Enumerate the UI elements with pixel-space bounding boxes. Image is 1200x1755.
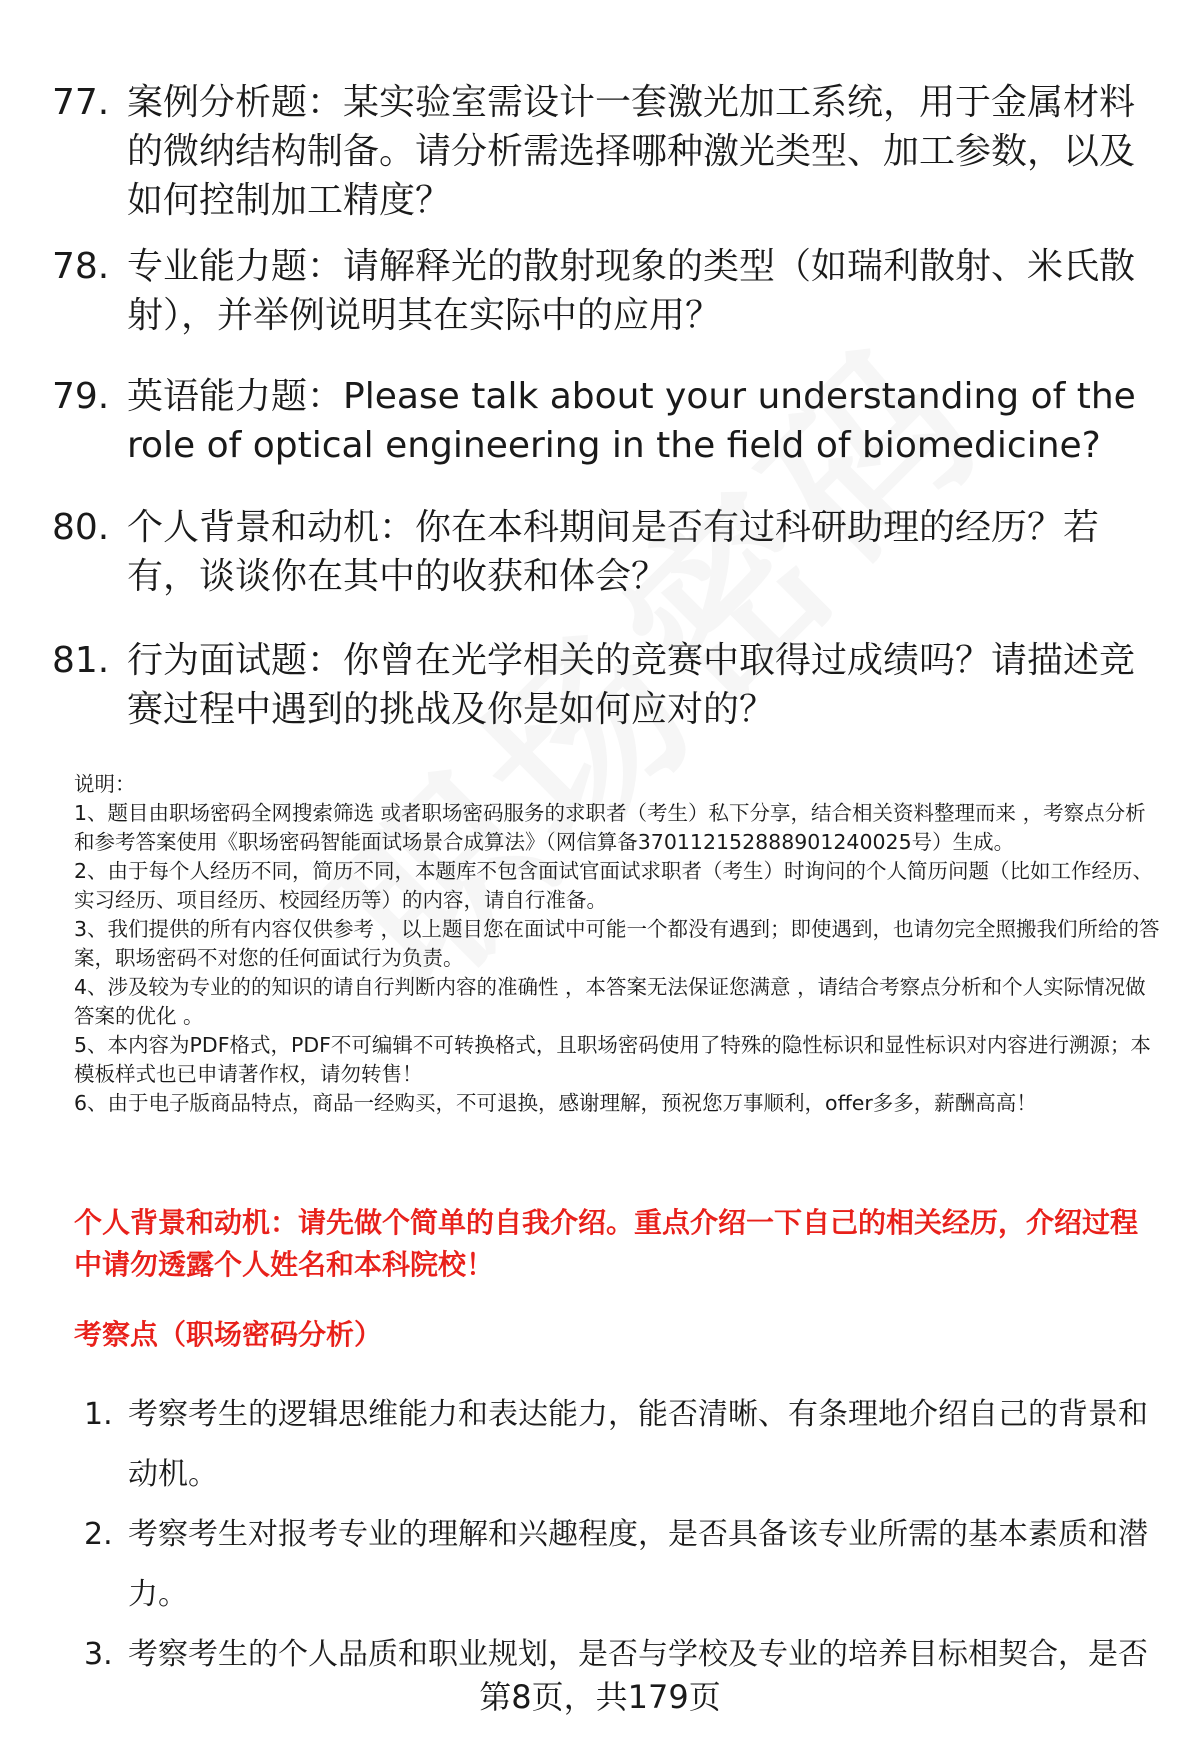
question-79 — [52, 372, 1152, 470]
list-item — [84, 1385, 1154, 1505]
question-number: 80. — [52, 507, 110, 548]
question-text: 行为面试题：你曾在光学相关的竞赛中取得过成绩吗？请描述竞赛过程中遇到的挑战及你是如何应对的？ — [127, 640, 1136, 730]
note-item: 2、由于每个人经历不同，简历不同，本题库不包含面试官面试求职者（考生）时询问的个人简历问题（比如工作经历、实习经历、项目经历、校园经历等）的内容，请自行准备。 — [74, 859, 1154, 912]
question-number: 81. — [52, 640, 110, 681]
question-text: 专业能力题：请解释光的散射现象的类型（如瑞利散射、米氏散射），并举例说明其在实际中的应用？ — [127, 246, 1136, 336]
notes-section — [74, 770, 1164, 1118]
list-item — [84, 1505, 1154, 1625]
note-item: 5、本内容为PDF格式，PDF不可编辑不可转换格式，且职场密码使用了特殊的隐性标识和显性标识对内容进行溯源；本模板样式也已申请著作权，请勿转售！ — [74, 1033, 1151, 1086]
analysis-heading: 考察点（职场密码分析） — [74, 1318, 383, 1351]
note-item: 1、题目由职场密码全网搜索筛选 或者职场密码服务的求职者（考生）私下分享，结合相关资料整理而来 ，考察点分析和参考答案使用《职场密码智能面试场景合成算法》（网信算备370112152888901240025号）生成。 — [74, 801, 1146, 854]
list-item-number: 2. — [84, 1517, 113, 1552]
question-number: 77. — [52, 82, 110, 123]
note-item: 6、由于电子版商品特点，商品一经购买，不可退换，感谢理解，预祝您万事顺利，offer多多，薪酬高高！ — [74, 1091, 1037, 1115]
list-item-text: 考察考生对报考专业的理解和兴趣程度，是否具备该专业所需的基本素质和潜力。 — [128, 1517, 1148, 1612]
page-footer: 第8页，共179页 — [479, 1678, 721, 1716]
featured-question: 个人背景和动机：请先做个简单的自我介绍。重点介绍一下自己的相关经历，介绍过程中请勿透露个人姓名和本科院校！ — [74, 1206, 1139, 1281]
list-item-text: 考察考生的逻辑思维能力和表达能力，能否清晰、有条理地介绍自己的背景和动机。 — [128, 1397, 1148, 1492]
notes-title: 说明： — [74, 772, 136, 796]
question-77 — [52, 78, 1152, 225]
list-item-text: 考察考生的个人品质和职业规划，是否与学校及专业的培养目标相契合，是否 — [128, 1637, 1148, 1672]
question-78 — [52, 242, 1152, 340]
question-text: 个人背景和动机：你在本科期间是否有过科研助理的经历？若有，谈谈你在其中的收获和体会？ — [127, 507, 1100, 597]
note-item: 3、我们提供的所有内容仅供参考 ，以上题目您在面试中可能一个都没有遇到；即使遇到，也请勿完全照搬我们所给的答案，职场密码不对您的任何面试行为负责。 — [74, 917, 1160, 970]
question-text: 英语能力题：Please talk about your understanding of the role of optical engineering in the field of biomedicine? — [127, 376, 1136, 466]
list-item-number: 1. — [84, 1397, 113, 1432]
question-number: 79. — [52, 376, 110, 417]
analysis-points-list — [84, 1385, 1154, 1685]
question-text: 案例分析题：某实验室需设计一套激光加工系统，用于金属材料的微纳结构制备。请分析需选择哪种激光类型、加工参数，以及如何控制加工精度？ — [127, 82, 1136, 221]
list-item-number: 3. — [84, 1637, 113, 1672]
question-number: 78. — [52, 246, 110, 287]
question-81 — [52, 636, 1152, 734]
note-item: 4、涉及较为专业的的知识的请自行判断内容的准确性 ，本答案无法保证您满意 ，请结合考察点分析和个人实际情况做答案的优化 。 — [74, 975, 1146, 1028]
question-80 — [52, 503, 1152, 601]
